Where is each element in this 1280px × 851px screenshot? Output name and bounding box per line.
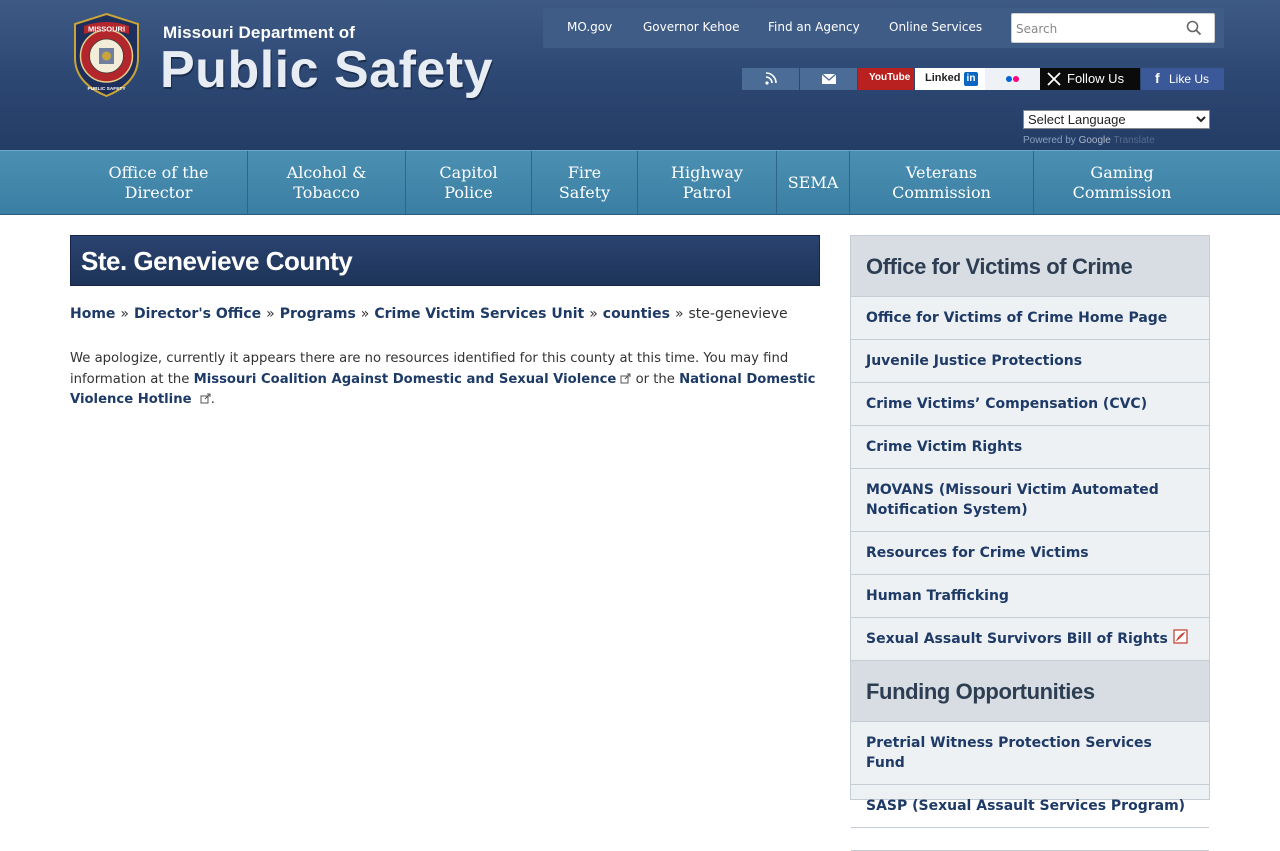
rss-icon[interactable] [742, 68, 799, 90]
search-icon[interactable] [1185, 19, 1203, 37]
breadcrumb [70, 306, 788, 322]
nav-label-line2: Director [124, 182, 193, 202]
breadcrumb-directors-office[interactable]: Director's Office [134, 306, 262, 322]
nav-label-line2: Commission [892, 182, 991, 202]
facebook-like-link[interactable] [1141, 68, 1224, 90]
nav-label-line2: Patrol [682, 182, 732, 202]
external-link-icon [200, 393, 211, 404]
intro-text: or the [635, 371, 675, 387]
youtube-link[interactable] [858, 68, 914, 90]
facebook-icon: f [1155, 70, 1160, 86]
nav-label-line1: Alcohol & [286, 162, 367, 182]
google-translate-attribution [1023, 135, 1155, 146]
sidebar-link-human-trafficking[interactable]: Human Trafficking [851, 575, 1209, 618]
topnav-link-governor[interactable]: Governor Kehoe [643, 20, 740, 34]
intro-paragraph [70, 349, 822, 411]
site-header [0, 0, 1280, 150]
linkedin-label: Linked [925, 72, 961, 84]
sidebar-heading-funding: Funding Opportunities [851, 661, 1209, 722]
sidebar-link-ovc-home[interactable]: Office for Victims of Crime Home Page [851, 297, 1209, 340]
sidebar-link-label: Sexual Assault Survivors Bill of Rights [866, 631, 1168, 647]
intro-text: We apologize, currently it appears there are no resources identified for this county at this time. You may find information at the [70, 351, 789, 387]
nav-label-line2: Tobacco [293, 182, 360, 202]
nav-label-line1: Fire [567, 162, 602, 182]
nav-label-line1: Highway [671, 162, 743, 182]
powered-by-text: Powered by [1023, 135, 1076, 146]
nav-item-veterans-commission[interactable] [850, 151, 1034, 214]
search-input[interactable] [1016, 19, 1181, 39]
breadcrumb-counties[interactable]: counties [602, 306, 670, 322]
nav-item-highway-patrol[interactable] [638, 151, 777, 214]
topnav-link-mo-gov[interactable]: MO.gov [567, 20, 613, 34]
nav-item-gaming-commission[interactable] [1034, 151, 1210, 214]
topnav-link-online-services[interactable]: Online Services [889, 20, 983, 34]
x-follow-link[interactable] [1040, 68, 1140, 90]
topnav-link-find-agency[interactable]: Find an Agency [768, 20, 860, 34]
sidebar-link-movans[interactable]: MOVANS (Missouri Victim Automated Notification System) [851, 469, 1209, 532]
nav-label-line2: Police [444, 182, 493, 202]
linkedin-badge: in [964, 72, 978, 86]
external-link-icon [620, 373, 631, 384]
linkedin-link[interactable] [915, 68, 985, 90]
nav-label-line1: SEMA [787, 172, 839, 192]
language-select[interactable] [1023, 110, 1210, 129]
sidebar-link-sasp[interactable]: SASP (Sexual Assault Services Program) [851, 785, 1209, 828]
nav-item-office-of-director[interactable] [70, 151, 248, 214]
nav-label-line1: Veterans [905, 162, 978, 182]
facebook-like-label: Like Us [1169, 72, 1210, 86]
search-box [1011, 13, 1215, 43]
intro-text: . [210, 392, 215, 407]
breadcrumb-separator: » [266, 306, 275, 322]
breadcrumb-separator: » [674, 306, 684, 322]
sidebar-link-resources[interactable]: Resources for Crime Victims [851, 532, 1209, 575]
sidebar-link-more[interactable] [851, 828, 1209, 851]
breadcrumb-separator: » [589, 306, 598, 322]
logo-subtitle[interactable]: Missouri Department of [163, 23, 356, 42]
youtube-label: YouTube [869, 72, 911, 83]
sidebar-link-crime-victim-rights[interactable]: Crime Victim Rights [851, 426, 1209, 469]
nav-label-line1: Gaming [1090, 162, 1154, 182]
nav-label-line1: Capitol [439, 162, 498, 182]
breadcrumb-programs[interactable]: Programs [279, 306, 356, 322]
translate-text[interactable]: Translate [1113, 135, 1155, 146]
x-logo-icon [1046, 71, 1062, 87]
sidebar [850, 235, 1210, 814]
pdf-icon [1173, 629, 1189, 644]
flickr-icon[interactable] [985, 68, 1040, 90]
svg-text:PUBLIC SAFETY: PUBLIC SAFETY [87, 87, 126, 92]
email-icon[interactable] [800, 68, 857, 90]
nav-label-line2: Safety [558, 182, 611, 202]
google-logo-text[interactable]: Google [1078, 135, 1111, 146]
main-navigation [0, 150, 1280, 215]
page-title: Ste. Genevieve County [70, 235, 820, 286]
x-follow-label: Follow Us [1067, 71, 1125, 86]
sidebar-link-juvenile-justice[interactable]: Juvenile Justice Protections [851, 340, 1209, 383]
breadcrumb-separator: » [360, 306, 370, 322]
nav-item-fire-safety[interactable] [532, 151, 638, 214]
breadcrumb-home[interactable]: Home [70, 306, 116, 322]
link-national-dv-hotline[interactable]: National Domestic Violence Hotline [70, 371, 816, 407]
sidebar-link-bill-of-rights[interactable] [851, 618, 1209, 661]
nav-label-line1: Office of the [108, 162, 209, 182]
nav-label-line2: Commission [1072, 182, 1172, 202]
sidebar-heading-victims-of-crime: Office for Victims of Crime [851, 236, 1209, 297]
breadcrumb-current: ste-genevieve [688, 306, 788, 322]
nav-item-sema[interactable] [777, 151, 850, 214]
link-missouri-coalition[interactable]: Missouri Coalition Against Domestic and Sexual Violence [193, 371, 617, 387]
missouri-seal-logo[interactable] [70, 12, 143, 98]
breadcrumb-crime-victim-services-unit[interactable]: Crime Victim Services Unit [374, 306, 585, 322]
nav-item-alcohol-tobacco[interactable] [248, 151, 406, 214]
nav-item-capitol-police[interactable] [406, 151, 532, 214]
svg-text:MISSOURI: MISSOURI [87, 24, 126, 34]
logo-title[interactable]: Public Safety [160, 41, 494, 99]
sidebar-link-pretrial-witness[interactable]: Pretrial Witness Protection Services Fund [851, 722, 1209, 785]
sidebar-link-cvc[interactable]: Crime Victims’ Compensation (CVC) [851, 383, 1209, 426]
breadcrumb-separator: » [120, 306, 129, 322]
